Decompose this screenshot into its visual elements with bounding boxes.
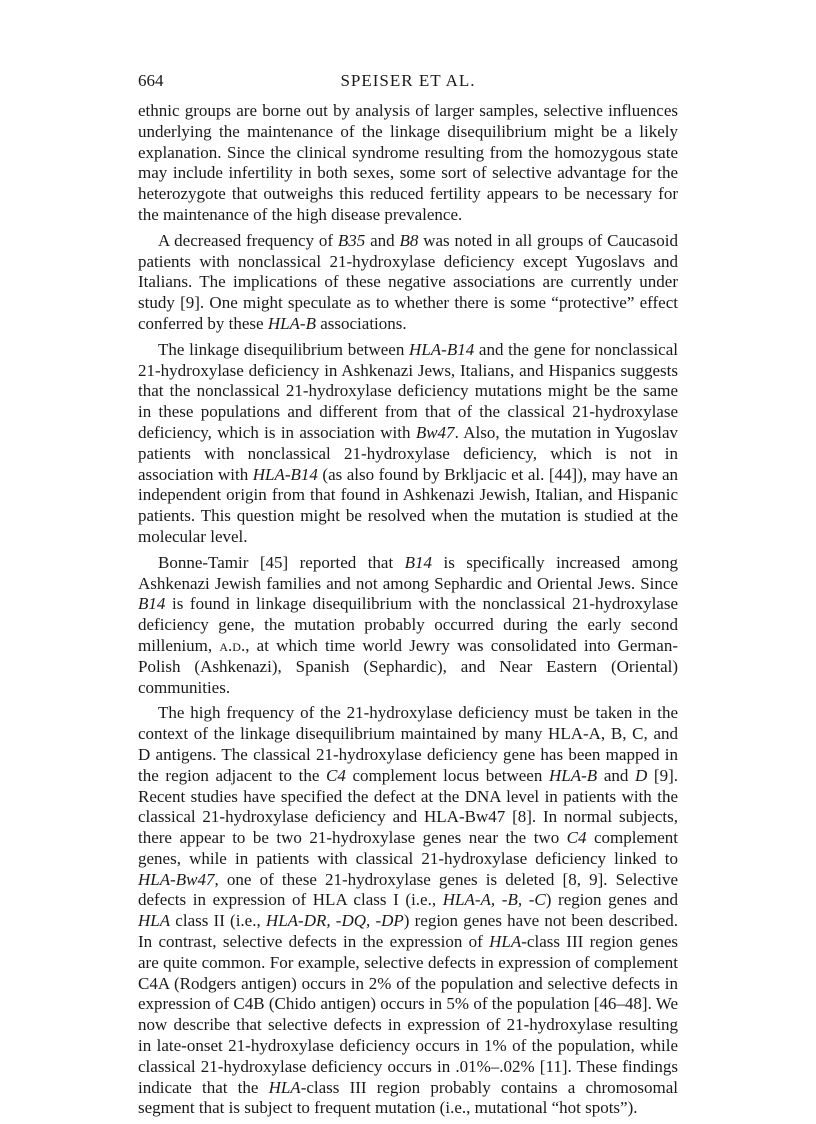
italic-term: C4 [326,765,346,785]
paragraph [138,553,678,699]
text-run: -class III region genes are quite common. For example, selective defects in expression of complement C4A (Rodgers antigen) occurs in 2% of the population and selective defects in expression of C4B (Chido antigen) occurs in 5% of the population [46–48]. We now describe that selective defects in expression of 21-hydroxylase resulting in late-onset 21-hydroxylase deficiency occurs in 1% of the population, while classical 21-hydroxylase deficiency occurs in .01%–.02% [11]. These findings indicate that the [138,932,679,1097]
italic-term: C4 [566,828,587,848]
italic-term: HLA-B14 [252,464,318,484]
paragraph [138,340,678,548]
running-title: SPEISER ET AL. [340,71,476,90]
text-run: The linkage disequilibrium between [158,339,410,359]
text-run: complement genes, while in patients with classical 21-hydroxylase deficiency linked to [138,828,678,868]
text-run: The high frequency of the 21-hydroxylase deficiency must be taken in the context of the linkage disequilibrium maintained by many HLA-A, B, C, and D antigens. The classical 21-hydroxylase deficiency gene has been mapped in the region adjacent to the [138,703,678,785]
paragraph [138,101,678,226]
text-run: Bonne-Tamir [45] reported that [158,552,405,572]
page-number: 664 [138,71,164,90]
text-run: [9]. Recent studies have specified the defect at the DNA level in patients with the classical 21-hydroxylase deficiency and HLA-Bw47 [8]. In normal subjects, there appear to be two 21-hydroxylase genes near the two [138,765,678,848]
text-run: ) region genes have not been described. In contrast, selective defects in the expression of [138,911,678,952]
text-run: , one of these 21-hydroxylase genes is deleted [8, 9]. Selective defects in expression of HLA class I (i.e., [138,869,678,910]
text-run: and [597,765,635,785]
italic-term: HLA [268,1077,301,1097]
text-run: ethnic groups are borne out by analysis of larger samples, selective influences underlying the maintenance of the linkage disequilibrium might be a likely explanation. Since the clinical syndrome resulting from the homozygous state may include infertility in both sexes, some sort of selective advantage for the heterozygote that outweighs this reduced fertility appears to be necessary for the maintenance of the high disease prevalence. [138,101,678,224]
text-run: is specifically increased among Ashkenazi Jewish families and not among Sephardic and Oriental Jews. Since [138,552,678,593]
text-run: is found in linkage disequilibrium with the nonclassical 21-hydroxylase deficiency gene, the mutation probably occurred during the early second millenium, [138,594,678,655]
italic-term: HLA [138,911,171,931]
italic-term: B14 [404,552,433,572]
italic-term: HLA-B [267,313,316,333]
italic-term: B35 [337,230,366,250]
italic-term: HLA-B [549,765,598,785]
text-run: was noted in all groups of Caucasoid patients with nonclassical 21-hydroxylase deficiency except Yugoslavs and Italians. The implications of these negative associations are currently under study [9]. One might speculate as to whether there is some “protective” effect conferred by these [138,230,678,333]
italic-term: HLA-Bw47 [138,869,215,889]
text-run: ) region genes and [545,890,678,910]
text-run: A decreased frequency of [158,230,338,250]
italic-term: Bw47 [415,422,455,442]
text-run: and [365,230,400,250]
italic-term: D [635,765,648,785]
italic-term: HLA-A, -B, -C [442,890,546,910]
page-header [138,71,678,91]
text-run: . Also, the mutation in Yugoslav patients with nonclassical 21-hydroxylase deficiency, which is not in association with [138,422,678,484]
italic-term: HLA [489,932,522,952]
italic-term: HLA-B14 [409,339,475,359]
italic-term: HLA-DR, -DQ, -DP [265,911,404,931]
text-run: complement locus between [345,765,549,785]
article-body [138,101,678,1124]
text-run: associations. [315,313,407,333]
paragraph [138,703,678,1119]
text-run: and the gene for nonclassical 21-hydroxylase deficiency in Ashkenazi Jews, Italians, and Hispanics suggests that the nonclassical 21-hydroxylase deficiency mutations might be the same in these populations and different from that of the classical 21-hydroxylase deficiency, which is in association with [138,339,679,442]
text-run: (as also found by Brkljacic et al. [44]), may have an independent origin from that found in Ashkenazi Jewish, Italian, and Hispanic patients. This question might be resolved when the mutation is studied at the molecular level. [138,464,678,546]
text-run: , at which time world Jewry was consolidated into German-Polish (Ashkenazi), Spanish (Sephardic), and Near Eastern (Oriental) communities. [138,635,678,697]
paragraph [138,231,678,335]
text-run: class II (i.e., [170,911,266,931]
small-caps-term: a.d. [219,635,246,655]
italic-term: B14 [138,594,166,614]
italic-term: B8 [399,230,419,250]
text-run: -class III region probably contains a chromosomal segment that is subject to frequent mutation (i.e., mutational “hot spots”). [138,1077,678,1118]
